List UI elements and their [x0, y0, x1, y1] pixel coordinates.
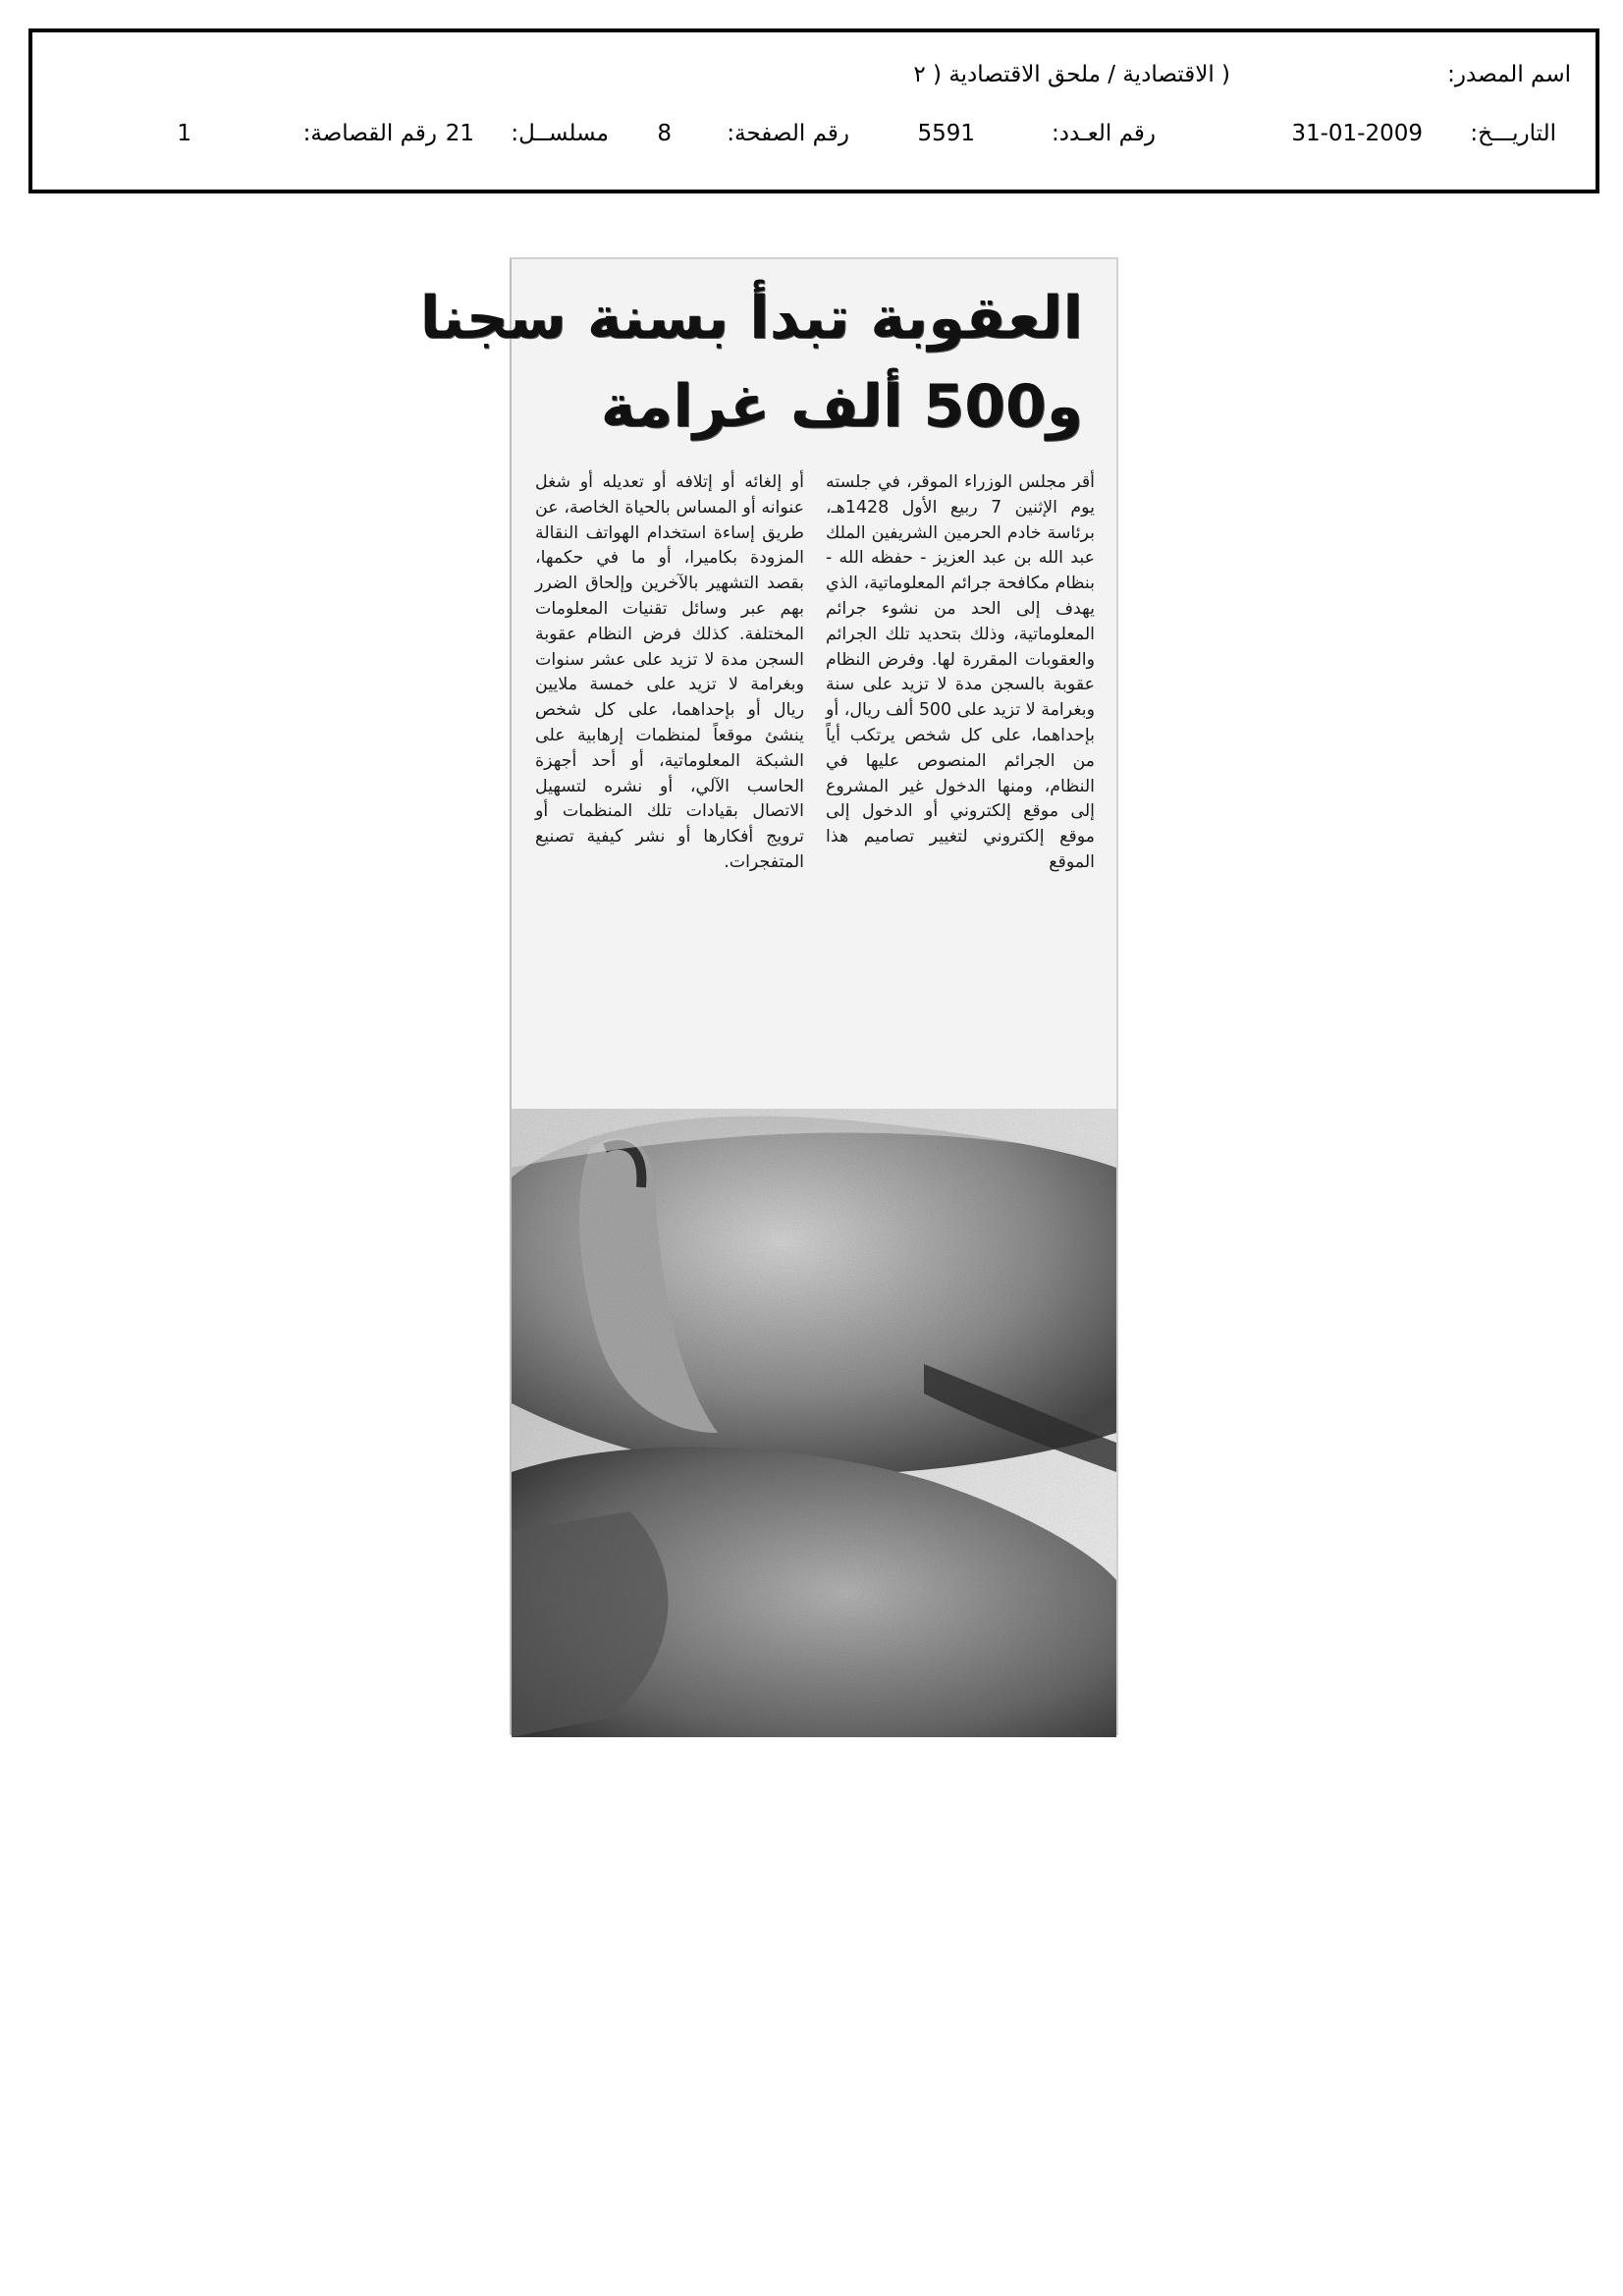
- clipping-metadata-box: [28, 28, 1599, 193]
- date-label: التاريـــخ:: [1470, 121, 1556, 146]
- article-column-right: أقر مجلس الوزراء الموقر، في جلسته يوم الإثنين 7 ربيع الأول 1428هـ، برئاسة خادم الحرمين الشريفين الملك عبد الله بن عبد العزيز - حفظه الله - بنظام مكافحة جرائم المعلوماتية، الذي يهدف إلى الحد من نشوء جرائم المعلوماتية، وذلك بتحديد تلك الجرائم والعقوبات المقررة لها. وفرض النظام عقوبة بالسجن مدة لا تزيد على سنة وبغرامة لا تزيد على 500 ألف ريال، أو بإحداهما، على كل شخص يرتكب أياً من الجرائم المنصوص عليها في النظام، ومنها الدخول غير المشروع إلى موقع إلكتروني أو الدخول إلى موقع إلكتروني لتغيير تصاميم هذا الموقع: [826, 472, 1095, 872]
- article-column-left: أو إلغائه أو إتلافه أو تعديله أو شغل عنوانه أو المساس بالحياة الخاصة، عن طريق إساءة استخدام الهواتف النقالة المزودة بكاميرا، أو ما في حكمها، بقصد التشهير بالآخرين وإلحاق الضرر بهم عبر وسائل تقنيات المعلومات المختلفة. كذلك فرض النظام عقوبة السجن مدة لا تزيد على عشر سنوات وبغرامة لا تزيد على خمسة ملايين ريال أو بإحداهما، على كل شخص ينشئ موقعاً لمنظمات إرهابية على الشبكة المعلوماتية، أو أحد أجهزة الحاسب الآلي، أو نشره لتسهيل الاتصال بقيادات تلك المنظمات أو ترويج أفكارها أو نشر كيفية تصنيع المتفجرات.: [535, 472, 804, 872]
- source-value: ( الاقتصادية / ملحق الاقتصادية ( ٢: [913, 62, 1230, 87]
- serial-label: مسلســل:: [511, 121, 609, 146]
- article-headline-line-1: العقوبة تبدأ بسنة سجنا: [419, 284, 1083, 353]
- newspaper-clipping: [419, 257, 1118, 1735]
- date-value: 31-01-2009: [1291, 121, 1423, 146]
- clip-number-label: رقم القصاصة:: [302, 121, 437, 146]
- issue-label: رقم العـدد:: [1051, 121, 1156, 146]
- issue-value: 5591: [917, 121, 975, 146]
- page-label: رقم الصفحة:: [727, 121, 849, 146]
- serial-value: 21: [445, 121, 474, 146]
- source-label: اسم المصدر:: [1447, 62, 1571, 87]
- article-photo-fingers: [512, 1109, 1116, 1737]
- clip-number-value: 1: [177, 121, 191, 146]
- article-headline-line-2: و500 ألف غرامة: [600, 372, 1083, 441]
- page-value: 8: [657, 121, 672, 146]
